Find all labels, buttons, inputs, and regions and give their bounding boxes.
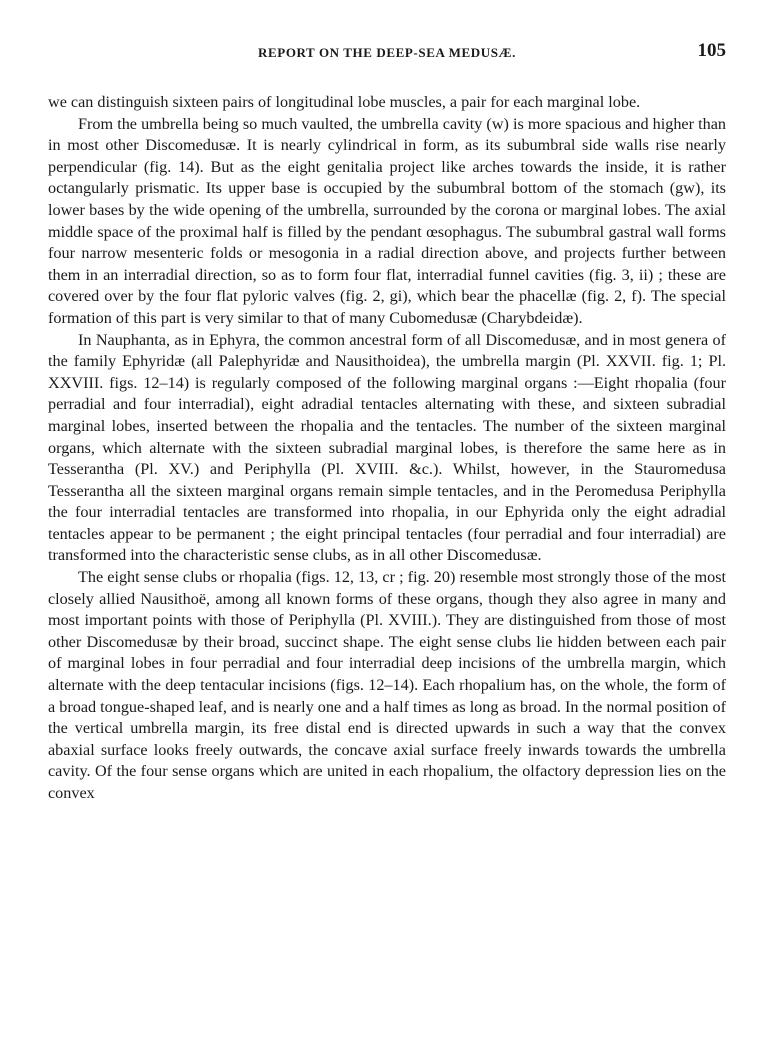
paragraph-umbrella-cavity: From the umbrella being so much vaulted, the umbrella cavity (w) is more spacious and higher than in most other Discomedusæ. It is nearly cylindrical in form, as its subumbral side walls rise nearly perpendicular (fig. 14). But as the eight genitalia project like arches towards the inside, it is rather octangularly prismatic. Its upper base is occupied by the subumbral bottom of the stomach (gw), its lower bases by the wide opening of the umbrella, surrounded by the corona or marginal lobes. The axial middle space of the proximal half is filled by the pendant œsophagus. The subumbral gastral wall forms four narrow mesenteric folds or mesogonia in a radial direction above, and projects further between them in an interradial direction, so as to form four flat, interradial funnel cavities (fig. 3, ii) ; these are covered over by the four flat pyloric valves (fig. 2, gi), which bear the phacellæ (fig. 2, f). The special formation of this part is very similar to that of many Cubomedusæ (Charybdeidæ). — [48, 114, 726, 327]
page-header — [48, 40, 726, 72]
paragraph-sense-clubs: The eight sense clubs or rhopalia (figs. 12, 13, cr ; fig. 20) resemble most strongly those of the most closely allied Nausithoë, among all known forms of these organs, though they also agree in many and most important points with those of Periphylla (Pl. XVIII.). They are distinguished from those of most other Discomedusæ by their broad, succinct shape. The eight sense clubs lie hidden between each pair of marginal lobes in four perradial and four interradial deep incisions of the umbrella margin, which alternate with the deep tentacular incisions (figs. 12–14). Each rhopalium has, on the whole, the form of a broad tongue-shaped leaf, and is nearly one and a half times as long as broad. In the normal position of the vertical umbrella margin, its free distal end is directed upwards in such a way that the convex abaxial surface looks freely outwards, the concave axial surface freely inwards towards the umbrella cavity. Of the four sense organs which are united in each rhopalium, the olfactory depression lies on the convex — [48, 568, 726, 802]
paragraph-lobe-muscles: we can distinguish sixteen pairs of longitudinal lobe muscles, a pair for each marginal lobe. — [48, 93, 641, 111]
page-number: 105 — [697, 40, 726, 61]
running-title: REPORT ON THE DEEP-SEA MEDUSÆ. — [258, 45, 516, 60]
document-page — [48, 40, 726, 805]
paragraph-umbrella-margin: In Nauphanta, as in Ephyra, the common ancestral form of all Discomedusæ, and in most genera of the family Ephyridæ (all Palephyridæ and Nausithoidea), the umbrella margin (Pl. XXVII. fig. 1; Pl. XXVIII. figs. 12–14) is regularly composed of the following marginal organs :—Eight rhopalia (four perradial and four interradial), eight adradial tentacles alternating with these, and sixteen subradial marginal lobes, inserted between the rhopalia and the tentacles. The number of the sixteen marginal organs, which alternate with the sixteen subradial marginal lobes, is therefore the same here as in Tesserantha (Pl. XV.) and Periphylla (Pl. XVIII. &c.). Whilst, however, in the Stauromedusa Tesserantha all the sixteen marginal organs remain simple tentacles, and in the Peromedusa Periphylla the four interradial tentacles are transformed into rhopalia, in our Ephyrida only the eight adradial tentacles appear to be permanent ; the eight principal tentacles (four perradial and four interradial) are transformed into the characteristic sense clubs, as in all other Discomedusæ. — [48, 330, 726, 565]
body-text — [48, 92, 726, 805]
